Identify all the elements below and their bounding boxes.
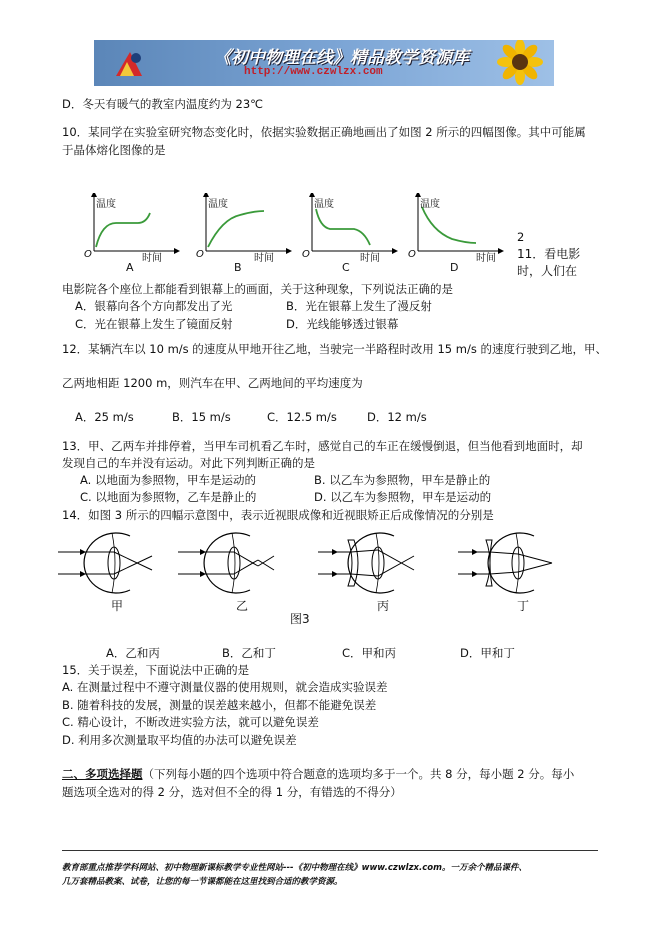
q13-option-c: C. 以地面为参照物，乙车是静止的 [80, 490, 257, 504]
graph-d-xlabel: 时间 [476, 253, 496, 264]
q10-fig-number: 2 [517, 230, 525, 244]
footer-line2: 几万套精品教案、试卷，让您的每一节课都能在这里找到合适的教学资源。 [62, 877, 343, 887]
section2-desc2: 题选项全选对的得 2 分，选对但不全的得 1 分，有错选的不得分） [62, 785, 402, 799]
eye-diagram-ding [458, 530, 558, 596]
graph-a-xlabel: 时间 [142, 253, 162, 264]
graph-b [194, 193, 294, 275]
eye-label-jia: 甲 [111, 599, 124, 613]
q13-option-b: B. 以乙车为参照物，甲车是静止的 [314, 473, 491, 487]
footer-divider [62, 850, 598, 851]
graph-c-ylabel: 温度 [314, 199, 334, 210]
banner-url[interactable]: http://www.czwlzx.com [244, 66, 383, 78]
sunflower-icon [488, 40, 548, 86]
graph-b-name: B [234, 261, 242, 274]
q12-option-c: C．12.5 m/s [267, 410, 337, 424]
q15-line: 15．关于误差，下面说法中正确的是 [62, 663, 250, 677]
site-logo [112, 46, 146, 80]
q13-option-d: D. 以乙车为参照物，甲车是运动的 [314, 490, 492, 504]
eye-diagram-yi [178, 530, 278, 596]
graph-c-origin: O [302, 249, 310, 260]
q11-option-a: A．银幕向各个方向都发出了光 [75, 299, 233, 313]
graph-c-name: C [342, 261, 350, 274]
section2-heading: 二、多项选择题 [62, 767, 143, 781]
q14-option-d: D．甲和丁 [460, 646, 515, 660]
q12-option-d: D．12 m/s [367, 410, 427, 424]
graph-a [82, 193, 182, 275]
q11-side1: 11．看电影 [517, 247, 581, 261]
graph-d [406, 193, 510, 275]
q14-line: 14．如图 3 所示的四幅示意图中，表示近视眼成像和近视眼矫正后成像情况的分别是 [62, 508, 494, 522]
q12-line2: 乙两地相距 1200 m，则汽车在甲、乙两地间的平均速度为 [62, 376, 363, 390]
q13-option-a: A. 以地面为参照物，甲车是运动的 [80, 473, 256, 487]
header-banner [94, 40, 554, 86]
graph-a-ylabel: 温度 [96, 199, 116, 210]
q12-option-a: A．25 m/s [75, 410, 134, 424]
q15-option-c: C. 精心设计，不断改进实验方法，就可以避免误差 [62, 715, 319, 729]
q12-option-b: B．15 m/s [172, 410, 231, 424]
graph-b-xlabel: 时间 [254, 253, 274, 264]
q9-option-d: D．冬天有暖气的教室内温度约为 23℃ [62, 97, 264, 111]
q14-option-b: B．乙和丁 [222, 646, 276, 660]
footer-line1: 教育部重点推荐学科网站、初中物理新课标教学专业性网站---《初中物理在线》www.czwlzx.com。一万余个精品课件、 [62, 863, 527, 873]
eye-diagram-jia [58, 530, 158, 596]
q15-option-a: A. 在测量过程中不遵守测量仪器的使用规则，就会造成实验误差 [62, 680, 388, 694]
q11-option-c: C．光在银幕上发生了镜面反射 [75, 317, 233, 331]
q13-line1: 13．甲、乙两车并排停着，当甲车司机看乙车时，感觉自己的车正在缓慢倒退，但当他看到地面时，却 [62, 439, 583, 453]
q15-option-d: D. 利用多次测量取平均值的办法可以避免误差 [62, 733, 297, 747]
eye-label-yi: 乙 [236, 599, 249, 613]
graph-c [300, 193, 400, 275]
eye-diagram-bing [318, 530, 418, 596]
graph-b-ylabel: 温度 [208, 199, 228, 210]
graph-d-ylabel: 温度 [420, 199, 440, 210]
q12-line1: 12．某辆汽车以 10 m/s 的速度从甲地开往乙地，当驶完一半路程时改用 15 m/s 的速度行驶到乙地，甲、 [62, 342, 607, 356]
graph-b-origin: O [196, 249, 204, 260]
q11-line: 电影院各个座位上都能看到银幕上的画面，关于这种现象，下列说法正确的是 [62, 282, 453, 296]
graph-c-xlabel: 时间 [360, 253, 380, 264]
q10-line1: 10．某同学在实验室研究物态变化时，依据实验数据正确地画出了如图 2 所示的四幅图像。其中可能属 [62, 125, 586, 139]
graph-a-origin: O [84, 249, 92, 260]
section2-desc1: （下列每小题的四个选项中符合题意的选项均多于一个。共 8 分，每小题 2 分。每小 [142, 767, 575, 781]
graph-d-origin: O [408, 249, 416, 260]
q11-option-b: B．光在银幕上发生了漫反射 [286, 299, 432, 313]
q14-option-c: C．甲和丙 [342, 646, 397, 660]
q14-option-a: A．乙和丙 [106, 646, 160, 660]
q15-option-b: B. 随着科技的发展，测量的误差越来越小，但都不能避免误差 [62, 698, 377, 712]
graph-a-name: A [126, 261, 134, 274]
q11-option-d: D．光线能够透过银幕 [286, 317, 399, 331]
banner-title: 《初中物理在线》精品教学资源库 [214, 48, 469, 68]
graph-d-name: D [450, 261, 459, 274]
section2-line1 [62, 766, 574, 782]
eye-label-ding: 丁 [517, 599, 530, 613]
fig3-caption: 图3 [290, 612, 310, 626]
q11-side2: 时，人们在 [517, 264, 578, 278]
q10-line2: 于晶体熔化图像的是 [62, 143, 166, 157]
q13-line2: 发现自己的车并没有运动。对此下列判断正确的是 [62, 456, 315, 470]
eye-label-bing: 丙 [377, 599, 390, 613]
